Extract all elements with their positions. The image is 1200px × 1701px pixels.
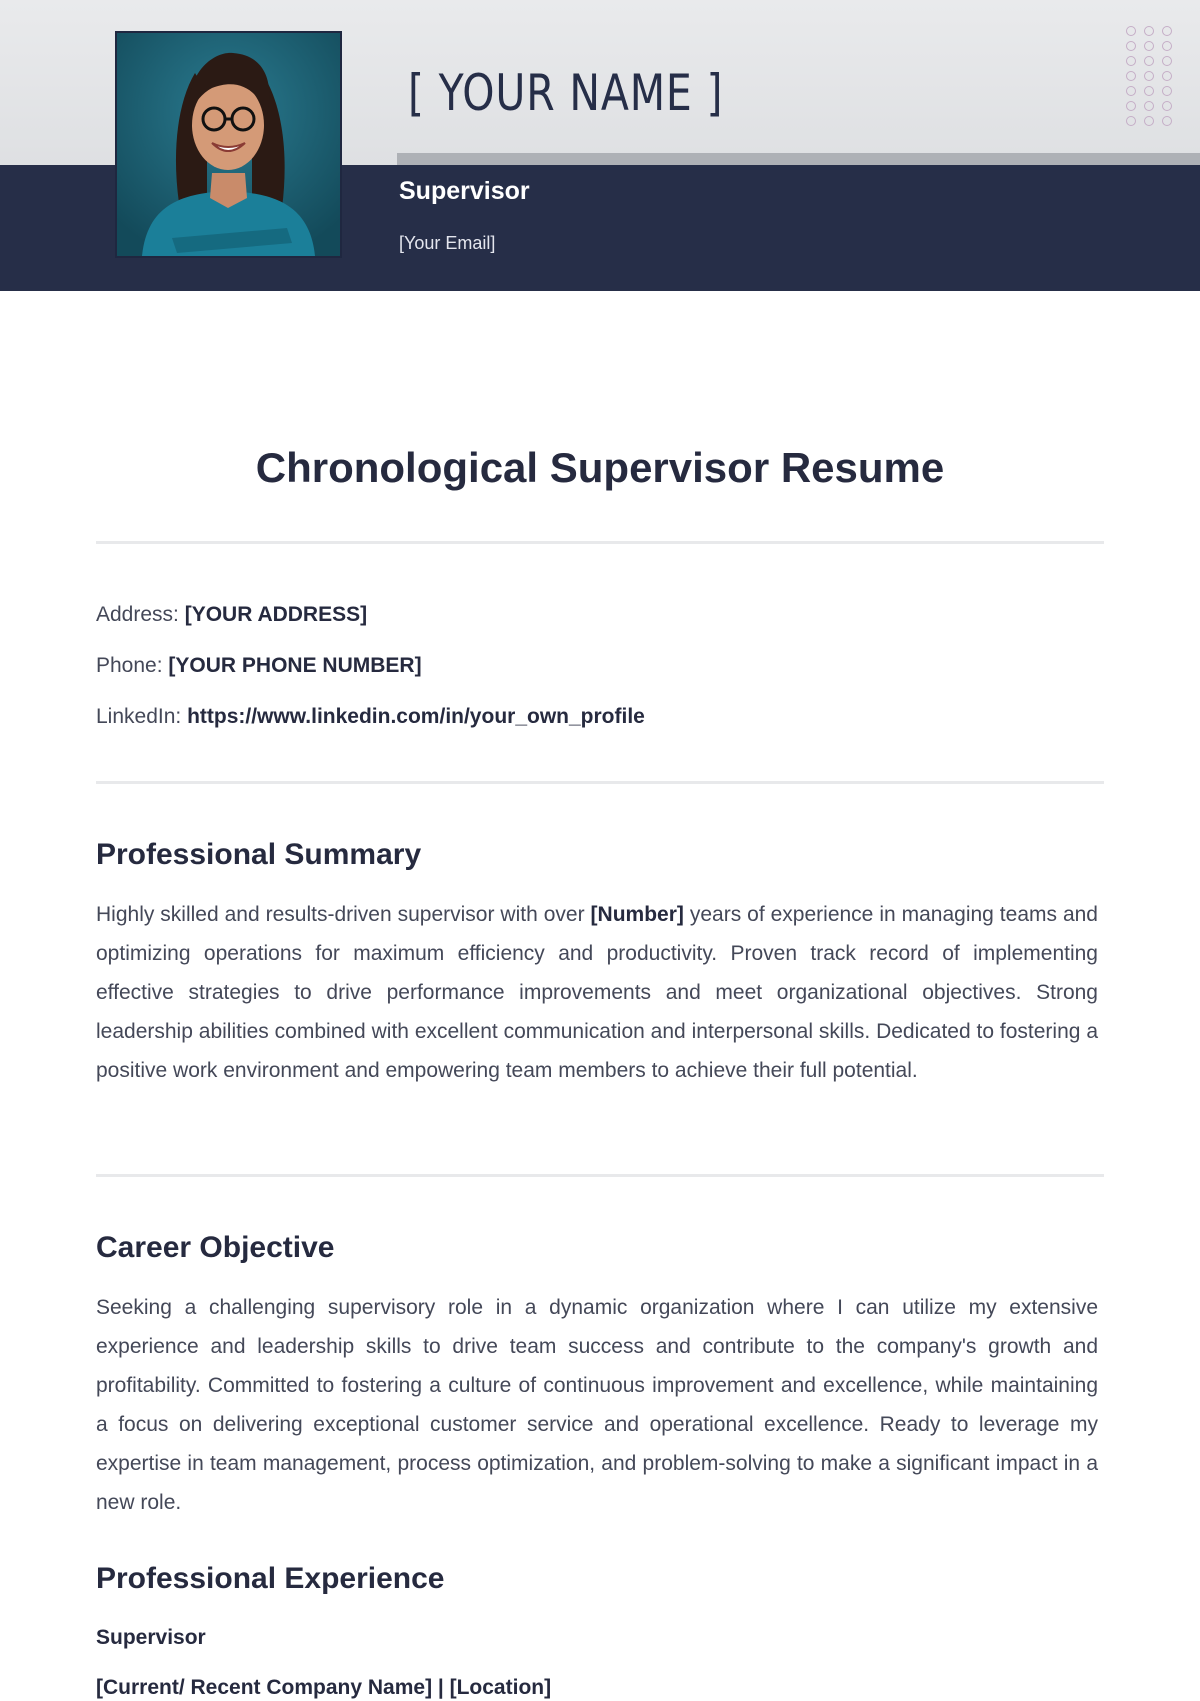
decorative-dot [1144, 86, 1154, 96]
decorative-dot [1162, 101, 1172, 111]
decorative-dot [1162, 26, 1172, 36]
section-divider [96, 781, 1104, 784]
summary-text [96, 895, 1098, 1090]
job-title: Supervisor [96, 1626, 206, 1649]
decorative-dot [1126, 41, 1136, 51]
address-value: [YOUR ADDRESS] [184, 603, 368, 626]
decorative-dot [1126, 101, 1136, 111]
decorative-dots-pattern [1126, 26, 1176, 130]
objective-heading: Career Objective [96, 1231, 335, 1264]
summary-text-end: years of experience in managing teams and optimizing operations for maximum efficiency and productivity. Proven track record of implementing effective strategies to drive performance improvements and meet organizational objectives. Strong leadership abilities combined with excellent communication and interpersonal skills. Dedicated to fostering a positive work environment and empowering team members to achieve their full potential. [96, 903, 1098, 1082]
candidate-email: [Your Email] [399, 233, 496, 253]
summary-years-placeholder: [Number] [590, 903, 684, 926]
linkedin-label: LinkedIn: [96, 705, 182, 728]
contact-address [96, 603, 367, 627]
decorative-dot [1162, 56, 1172, 66]
summary-heading: Professional Summary [96, 838, 422, 871]
objective-text: Seeking a challenging supervisory role in a dynamic organization where I can utilize my extensive experience and leadership skills to drive team success and contribute to the company's growth and profitability. Committed to fostering a culture of continuous improvement and excellence, while maintaining a focus on delivering exceptional customer service and operational excellence. Ready to leverage my expertise in team management, process optimization, and problem-solving to make a significant impact in a new role. [96, 1296, 1098, 1514]
decorative-dot [1144, 56, 1154, 66]
resume-title: Chronological Supervisor Resume [255, 444, 945, 491]
decorative-dot [1162, 86, 1172, 96]
experience-heading: Professional Experience [96, 1562, 445, 1595]
section-divider [96, 1174, 1104, 1177]
job-company-location: [Current/ Recent Company Name] | [Location] [96, 1676, 552, 1699]
linkedin-link[interactable]: https://www.linkedin.com/in/your_own_profile [187, 705, 645, 728]
decorative-dot [1126, 56, 1136, 66]
header-stripe [397, 153, 1200, 165]
candidate-role: Supervisor [399, 177, 530, 205]
phone-value: [YOUR PHONE NUMBER] [168, 654, 422, 677]
decorative-dot [1126, 86, 1136, 96]
decorative-dot [1126, 71, 1136, 81]
summary-text-start: Highly skilled and results-driven supervisor with over [96, 903, 585, 926]
decorative-dot [1144, 26, 1154, 36]
decorative-dot [1162, 41, 1172, 51]
decorative-dot [1144, 101, 1154, 111]
section-divider [96, 541, 1104, 544]
decorative-dot [1144, 71, 1154, 81]
phone-label: Phone: [96, 654, 163, 677]
contact-phone [96, 654, 422, 678]
decorative-dot [1162, 116, 1172, 126]
decorative-dot [1144, 116, 1154, 126]
contact-linkedin [96, 705, 645, 729]
decorative-dot [1144, 41, 1154, 51]
decorative-dot [1162, 71, 1172, 81]
profile-photo [115, 31, 342, 258]
candidate-name: [ YOUR NAME ] [408, 64, 724, 122]
decorative-dot [1126, 26, 1136, 36]
decorative-dot [1126, 116, 1136, 126]
address-label: Address: [96, 603, 179, 626]
